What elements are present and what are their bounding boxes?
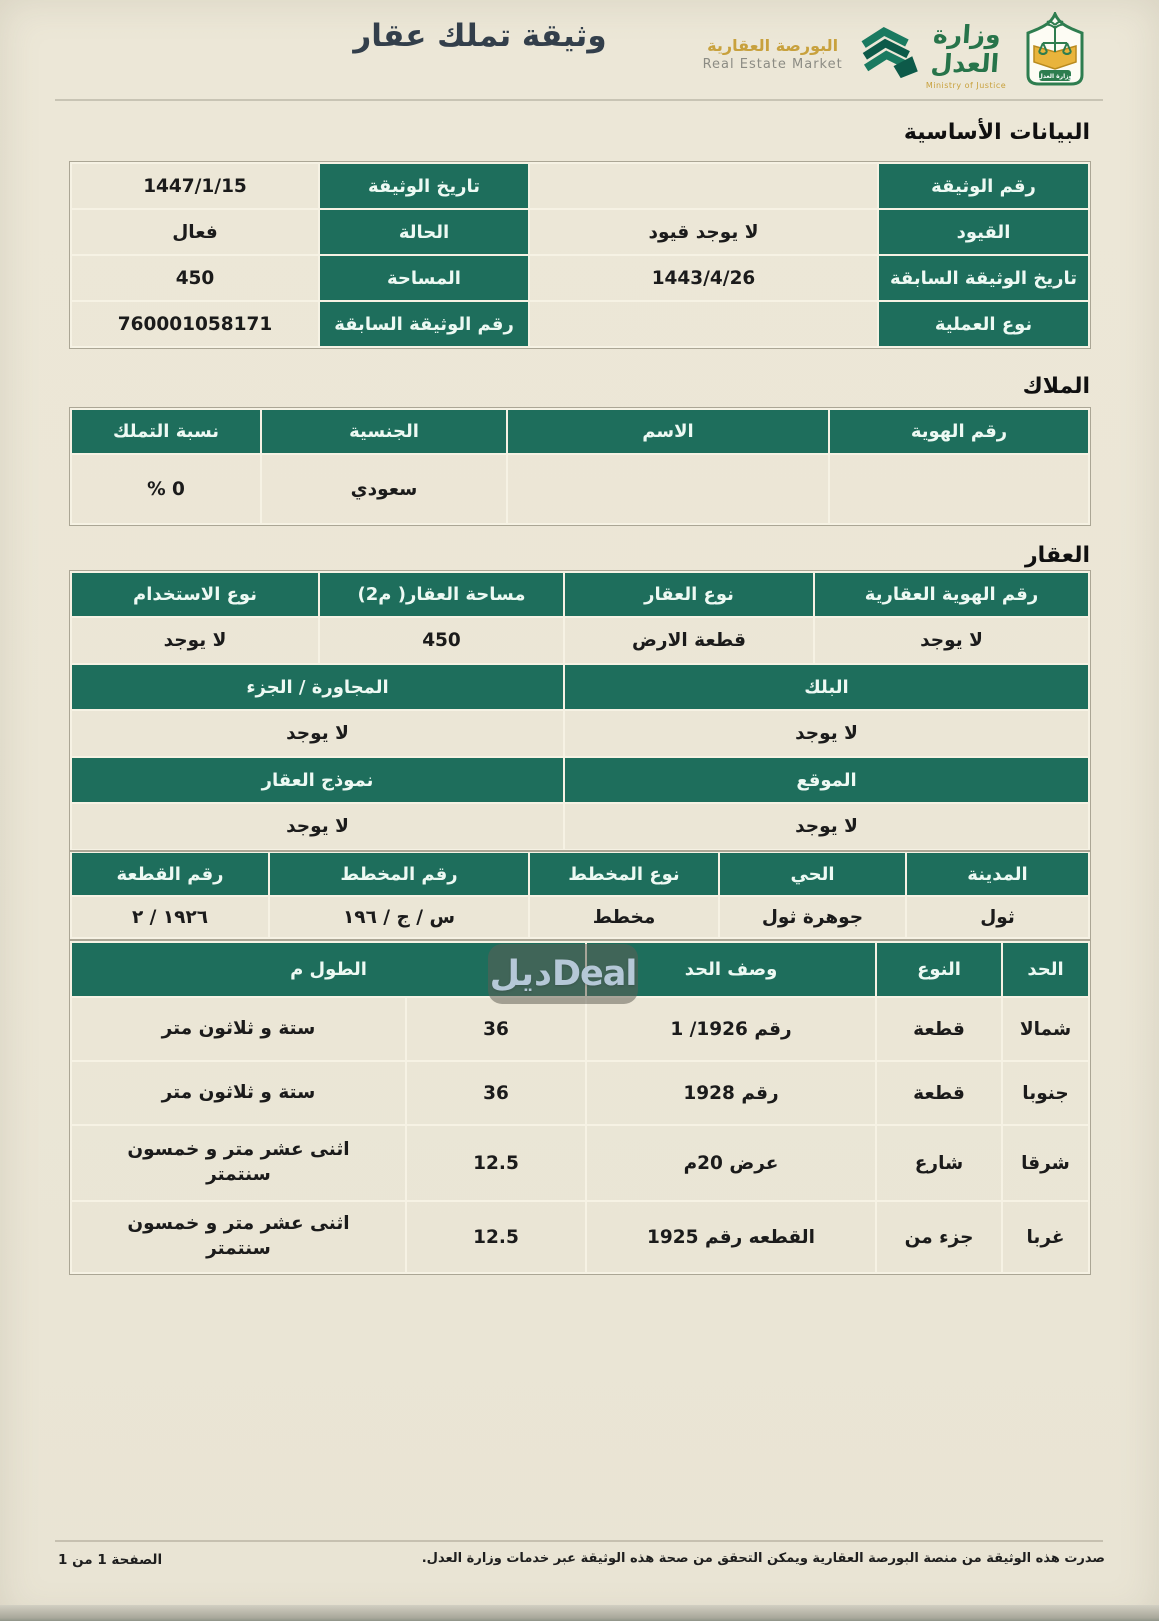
border-length-text-cell: اثنى عشر متر و خمسون سنتمتر — [71, 1201, 406, 1273]
table-row — [71, 454, 1089, 524]
basic-data-table — [70, 162, 1090, 348]
table-row — [71, 997, 1089, 1061]
label-cell: رقم الوثيقة السابقة — [319, 301, 529, 347]
border-description-cell: رقم 1928 — [586, 1061, 876, 1125]
column-header: نوع العقار — [564, 572, 814, 617]
table-header-row — [71, 664, 1089, 710]
border-length-cell: 36 — [406, 1061, 586, 1125]
value-cell: 0 % — [71, 454, 261, 524]
border-length-cell: 12.5 — [406, 1125, 586, 1201]
border-length-text-cell: اثنى عشر متر و خمسون سنتمتر — [71, 1125, 406, 1201]
label-cell: المساحة — [319, 255, 529, 301]
value-cell: 1447/1/15 — [71, 163, 319, 209]
value-cell — [829, 454, 1089, 524]
column-header: الطول م — [71, 942, 586, 997]
label-cell: رقم الوثيقة — [878, 163, 1089, 209]
value-cell: ثول — [906, 896, 1089, 938]
owners-table — [70, 408, 1090, 525]
ministry-of-justice-emblem-icon — [1016, 12, 1094, 92]
table-row — [71, 255, 1089, 301]
column-header: الجنسية — [261, 409, 507, 454]
svg-text:وزارة العدل: وزارة العدل — [1037, 73, 1073, 80]
document-body — [72, 118, 1090, 1274]
page-title: وثيقة تملك عقار — [353, 18, 607, 54]
value-cell: 450 — [71, 255, 319, 301]
value-cell: لا يوجد قيود — [529, 209, 878, 255]
table-row — [71, 803, 1089, 850]
real-estate-market-wordmark — [700, 36, 845, 72]
border-side-cell: جنوبا — [1002, 1061, 1089, 1125]
column-header: البلك — [564, 664, 1089, 710]
label-cell: الحالة — [319, 209, 529, 255]
deal-watermark: ديلDeal — [488, 944, 638, 1004]
header-divider — [55, 99, 1103, 101]
ministry-of-justice-wordmark — [920, 20, 1012, 90]
value-cell: لا يوجد — [564, 803, 1089, 850]
column-header: رقم المخطط — [269, 852, 529, 896]
value-cell: لا يوجد — [71, 617, 319, 664]
table-row — [71, 1201, 1089, 1273]
border-length-cell: 12.5 — [406, 1201, 586, 1273]
border-length-text-cell: ستة و ثلاثون متر — [71, 1061, 406, 1125]
column-header: الحي — [719, 852, 906, 896]
footer-note: صدرت هذه الوثيقة من منصة البورصة العقارية ويمكن التحقق من صحة هذه الوثيقة عبر خدمات وزارة العدل. — [421, 1551, 1105, 1566]
value-cell: س / ج / ١٩٦ — [269, 896, 529, 938]
border-type-cell: قطعة — [876, 997, 1002, 1061]
label-cell: القيود — [878, 209, 1089, 255]
table-header-row — [71, 852, 1089, 896]
section-title-owners: الملاك — [1022, 374, 1090, 399]
border-length-cell: 36 — [406, 997, 586, 1061]
section-title-property: العقار — [1025, 543, 1090, 568]
value-cell: لا يوجد — [564, 710, 1089, 757]
value-cell: فعال — [71, 209, 319, 255]
column-header: المجاورة / الجزء — [71, 664, 564, 710]
value-cell: لا يوجد — [71, 710, 564, 757]
border-side-cell: شمالا — [1002, 997, 1089, 1061]
table-row — [71, 896, 1089, 938]
table-row — [71, 1061, 1089, 1125]
table-header-row — [71, 409, 1089, 454]
real-estate-market-icon — [851, 25, 922, 83]
column-header: النوع — [876, 942, 1002, 997]
border-type-cell: جزء من — [876, 1201, 1002, 1273]
table-header-row — [71, 572, 1089, 617]
value-cell: ١٩٢٦ / ٢ — [71, 896, 269, 938]
column-header: المدينة — [906, 852, 1089, 896]
table-row — [71, 710, 1089, 757]
border-side-cell: غربا — [1002, 1201, 1089, 1273]
border-description-cell: عرض 20م — [586, 1125, 876, 1201]
border-description-cell: القطعه رقم 1925 — [586, 1201, 876, 1273]
value-cell: 760001058171 — [71, 301, 319, 347]
property-table — [70, 571, 1090, 851]
column-header: وصف الحد — [586, 942, 876, 997]
table-row — [71, 301, 1089, 347]
property-plan-table — [70, 851, 1090, 939]
column-header: نوع الاستخدام — [71, 572, 319, 617]
column-header: رقم القطعة — [71, 852, 269, 896]
column-header: الاسم — [507, 409, 829, 454]
rem-english-label: Real Estate Market — [702, 57, 843, 72]
label-cell: نوع العملية — [878, 301, 1089, 347]
value-cell: مخطط — [529, 896, 719, 938]
moj-arabic-label: وزارة العدل — [929, 20, 1002, 78]
column-header: رقم الهوية العقارية — [814, 572, 1089, 617]
value-cell: جوهرة ثول — [719, 896, 906, 938]
table-header-row — [71, 757, 1089, 803]
table-row — [71, 1125, 1089, 1201]
border-type-cell: قطعة — [876, 1061, 1002, 1125]
column-header: نموذج العقار — [71, 757, 564, 803]
border-type-cell: شارع — [876, 1125, 1002, 1201]
label-cell: تاريخ الوثيقة السابقة — [878, 255, 1089, 301]
value-cell: 450 — [319, 617, 564, 664]
column-header: نوع المخطط — [529, 852, 719, 896]
border-length-text-cell: ستة و ثلاثون متر — [71, 997, 406, 1061]
section-title-basic-data: البيانات الأساسية — [903, 120, 1090, 145]
value-cell: قطعة الارض — [564, 617, 814, 664]
value-cell — [529, 163, 878, 209]
footer-divider — [55, 1540, 1103, 1542]
page-number: الصفحة 1 من 1 — [58, 1552, 163, 1568]
label-cell: تاريخ الوثيقة — [319, 163, 529, 209]
real-estate-market-logo — [700, 22, 922, 86]
value-cell: لا يوجد — [814, 617, 1089, 664]
column-header: الموقع — [564, 757, 1089, 803]
table-row — [71, 163, 1089, 209]
column-header: نسبة التملك — [71, 409, 261, 454]
value-cell — [507, 454, 829, 524]
table-row — [71, 617, 1089, 664]
table-row — [71, 209, 1089, 255]
column-header: مساحة العقار( م2) — [319, 572, 564, 617]
border-side-cell: شرقا — [1002, 1125, 1089, 1201]
value-cell: سعودي — [261, 454, 507, 524]
value-cell: لا يوجد — [71, 803, 564, 850]
value-cell: 1443/4/26 — [529, 255, 878, 301]
rem-arabic-label: البورصة العقارية — [707, 36, 839, 55]
moj-english-label: Ministry of Justice — [925, 81, 1007, 90]
border-description-cell: رقم 1926/ 1 — [586, 997, 876, 1061]
column-header: الحد — [1002, 942, 1089, 997]
column-header: رقم الهوية — [829, 409, 1089, 454]
value-cell — [529, 301, 878, 347]
